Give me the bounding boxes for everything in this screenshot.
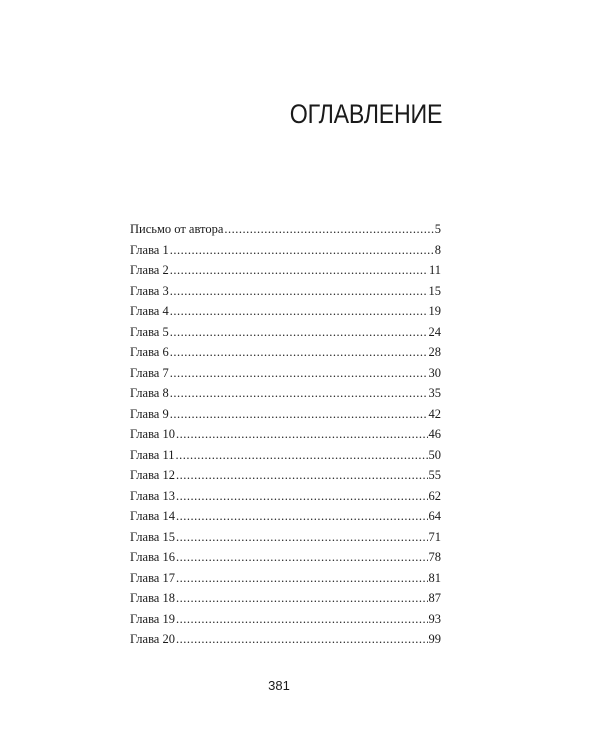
dot-leader [170, 301, 428, 322]
toc-entry-label: Глава 11 [130, 447, 175, 462]
toc-entry-label: Глава 5 [130, 324, 169, 339]
toc-entry-label: Глава 14 [130, 509, 175, 523]
toc-entry [130, 240, 441, 261]
dot-leader [176, 588, 428, 609]
toc-entry [130, 342, 441, 363]
dot-leader [176, 506, 428, 527]
toc-entry-page: 35 [428, 386, 441, 400]
dot-leader [170, 281, 428, 302]
toc-entry-page: 93 [428, 611, 441, 626]
toc-entry [130, 404, 441, 425]
dot-leader [170, 260, 428, 281]
toc-entry-label: Глава 8 [130, 386, 169, 400]
toc-entry-page: 15 [428, 283, 441, 298]
toc-entry [130, 322, 441, 343]
toc-entry-page: 19 [428, 304, 441, 318]
toc-entry-page: 30 [428, 365, 441, 380]
dot-leader [176, 609, 428, 630]
toc-entry-label: Глава 15 [130, 529, 175, 544]
toc-entry-page: 99 [428, 632, 441, 646]
toc-entry-page: 8 [434, 242, 441, 257]
toc-entry-page: 78 [428, 550, 441, 564]
toc-entry-label: Глава 1 [130, 242, 169, 257]
toc-entry-page: 50 [428, 447, 441, 462]
dot-leader [224, 219, 433, 240]
toc-entry-label: Глава 18 [130, 591, 175, 605]
toc-entry-label: Глава 2 [130, 263, 169, 277]
toc-entry-label: Глава 7 [130, 365, 169, 380]
toc-entry [130, 219, 441, 240]
toc-entry-page: 24 [428, 324, 441, 339]
toc-entry [130, 465, 441, 486]
toc-entry [130, 424, 441, 445]
toc-entry-label: Глава 20 [130, 632, 175, 646]
toc-entry [130, 486, 441, 507]
toc-entry-page: 11 [428, 263, 441, 277]
dot-leader [176, 445, 428, 466]
toc-entry-label: Глава 19 [130, 611, 175, 626]
toc-entry-page: 28 [428, 345, 441, 359]
dot-leader [176, 527, 428, 548]
toc-entry [130, 609, 441, 630]
toc-entry [130, 547, 441, 568]
toc-entry-page: 64 [428, 509, 441, 523]
toc-entry [130, 383, 441, 404]
toc-entry [130, 363, 441, 384]
toc-entry-label: Глава 17 [130, 570, 175, 585]
toc-entry-page: 87 [428, 591, 441, 605]
toc-entry-label: Глава 10 [130, 427, 175, 441]
dot-leader [170, 383, 428, 404]
dot-leader [176, 424, 428, 445]
toc-entry-page: 46 [428, 427, 441, 441]
dot-leader [176, 465, 428, 486]
toc-entry-label: Глава 9 [130, 406, 169, 421]
dot-leader [170, 363, 428, 384]
toc-entry [130, 506, 441, 527]
dot-leader [176, 629, 428, 650]
dot-leader [170, 322, 428, 343]
table-of-contents [130, 219, 441, 650]
toc-entry-page: 5 [434, 222, 441, 236]
dot-leader [176, 486, 428, 507]
toc-entry-label: Глава 4 [130, 304, 169, 318]
toc-entry-label: Глава 13 [130, 488, 175, 503]
page-title: ОГЛАВЛЕНИЕ [289, 99, 442, 129]
dot-leader [170, 404, 428, 425]
toc-entry [130, 588, 441, 609]
dot-leader [170, 240, 434, 261]
dot-leader [170, 342, 428, 363]
toc-entry [130, 527, 441, 548]
toc-entry [130, 568, 441, 589]
toc-entry-label: Глава 16 [130, 550, 175, 564]
dot-leader [176, 568, 428, 589]
toc-entry-page: 71 [428, 529, 441, 544]
toc-entry-page: 81 [428, 570, 441, 585]
toc-entry [130, 301, 441, 322]
toc-entry-label: Глава 12 [130, 468, 175, 482]
toc-entry-label: Глава 3 [130, 283, 169, 298]
toc-entry [130, 281, 441, 302]
dot-leader [176, 547, 428, 568]
toc-entry [130, 445, 441, 466]
toc-entry [130, 629, 441, 650]
toc-entry-page: 62 [428, 488, 441, 503]
toc-entry [130, 260, 441, 281]
page-number: 381 [268, 678, 290, 693]
toc-entry-label: Глава 6 [130, 345, 169, 359]
toc-entry-label: Письмо от автора [130, 222, 224, 236]
toc-entry-page: 42 [428, 406, 441, 421]
toc-entry-page: 55 [428, 468, 441, 482]
